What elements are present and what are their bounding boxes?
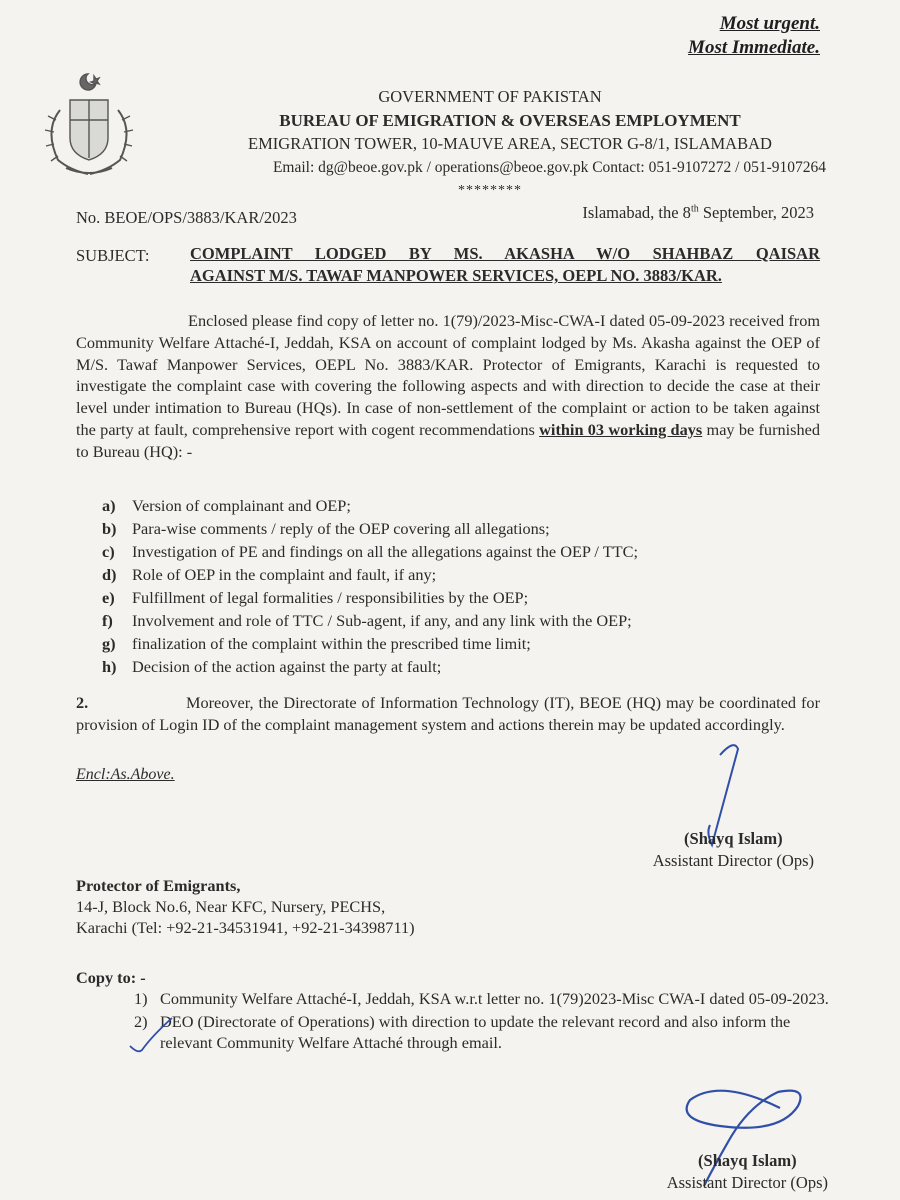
letter-date: Islamabad, the 8th September, 2023 <box>582 203 814 222</box>
header-contact: Email: dg@beoe.gov.pk / operations@beoe.gov.pk Contact: 051-9107272 / 051-9107264 <box>272 159 826 176</box>
paragraph-1: Enclosed please find copy of letter no. 1(79)/2023-Misc-CWA-I dated 05-09-2023 received from Community Welfare Attaché-I, Jeddah, KSA on account of complaint lodged by Ms. Akasha against the OEP of M/S. Tawaf Manpower Services, OEPL No. 3883/KAR. Protector of Emigrants, Karachi is requested to investigate the complaint case with covering the following aspects and with direction to decide the case at their level under intimation to Bureau (HQs). In case of non-settlement of the complaint or action to be taken against the party at fault, comprehensive report with cogent recommendations within 03 working days may be furnished to Bureau (HQ): - <box>76 311 821 461</box>
header-government: GOVERNMENT OF PAKISTAN <box>378 87 602 106</box>
subject-line-2: AGAINST M/S. TAWAF MANPOWER SERVICES, OEPL NO. 3883/KAR. <box>190 266 722 285</box>
aspects-list <box>102 494 822 678</box>
list-item: f) Involvement and role of TTC / Sub-agent, if any, and any link with the OEP; <box>102 611 632 630</box>
tick-mark-icon <box>126 1010 176 1060</box>
urgency-most-urgent: Most urgent. <box>719 13 820 34</box>
list-item: h) Decision of the action against the party at fault; <box>102 657 442 676</box>
list-item: 1) Community Welfare Attaché-I, Jeddah, KSA w.r.t letter no. 1(79)2023-Misc CWA-I dated 05-09-2023. <box>134 989 829 1008</box>
header-bureau: BUREAU OF EMIGRATION & OVERSEAS EMPLOYMENT <box>279 111 741 130</box>
subject-line-1: COMPLAINT LODGED BY MS. AKASHA W/O SHAHBAZ QAISAR <box>190 244 820 263</box>
list-item: 2) DEO (Directorate of Operations) with direction to update the relevant record and also inform the relevant Community Welfare Attaché through email. <box>134 1012 791 1052</box>
list-item: g) finalization of the complaint within the prescribed time limit; <box>102 634 531 653</box>
reference-number: No. BEOE/OPS/3883/KAR/2023 <box>76 208 297 227</box>
list-item: c) Investigation of PE and findings on all the allegations against the OEP / TTC; <box>102 542 638 561</box>
subject-text <box>190 243 820 287</box>
signatory-name: (Shayq Islam) <box>698 1151 797 1170</box>
signatory-name: (Shayq Islam) <box>684 829 783 848</box>
header-separator: ******** <box>458 183 522 198</box>
addressee-block <box>76 875 415 938</box>
copy-to-label: Copy to: - <box>76 968 146 987</box>
header-address: EMIGRATION TOWER, 10-MAUVE AREA, SECTOR G-8/1, ISLAMABAD <box>248 134 772 153</box>
copy-to-list <box>134 988 834 1055</box>
urgency-most-immediate: Most Immediate. <box>688 37 820 58</box>
subject-label: SUBJECT: <box>76 246 150 265</box>
list-item: e) Fulfillment of legal formalities / responsibilities by the OEP; <box>102 588 529 607</box>
addressee-line-2: Karachi (Tel: +92-21-34531941, +92-21-34398711) <box>76 918 415 937</box>
addressee-title: Protector of Emigrants, <box>76 876 241 895</box>
signatory-block-1 <box>653 828 814 872</box>
signatory-designation: Assistant Director (Ops) <box>652 851 814 870</box>
list-item: b) Para-wise comments / reply of the OEP covering all allegations; <box>102 519 550 538</box>
list-item: d) Role of OEP in the complaint and fault, if any; <box>102 565 437 584</box>
paragraph-2: 2. Moreover, the Directorate of Information Technology (IT), BEOE (HQ) may be coordinated for provision of Login ID of the complaint management system and actions therein may be updated accordingly. <box>76 693 820 734</box>
addressee-line-1: 14-J, Block No.6, Near KFC, Nursery, PECHS, <box>76 897 386 916</box>
signatory-block-2 <box>667 1150 828 1194</box>
enclosure-note: Encl:As.Above. <box>76 766 175 783</box>
signatory-designation: Assistant Director (Ops) <box>666 1173 828 1192</box>
list-item: a) Version of complainant and OEP; <box>102 496 351 515</box>
deadline-emphasis: within 03 working days <box>539 419 703 439</box>
